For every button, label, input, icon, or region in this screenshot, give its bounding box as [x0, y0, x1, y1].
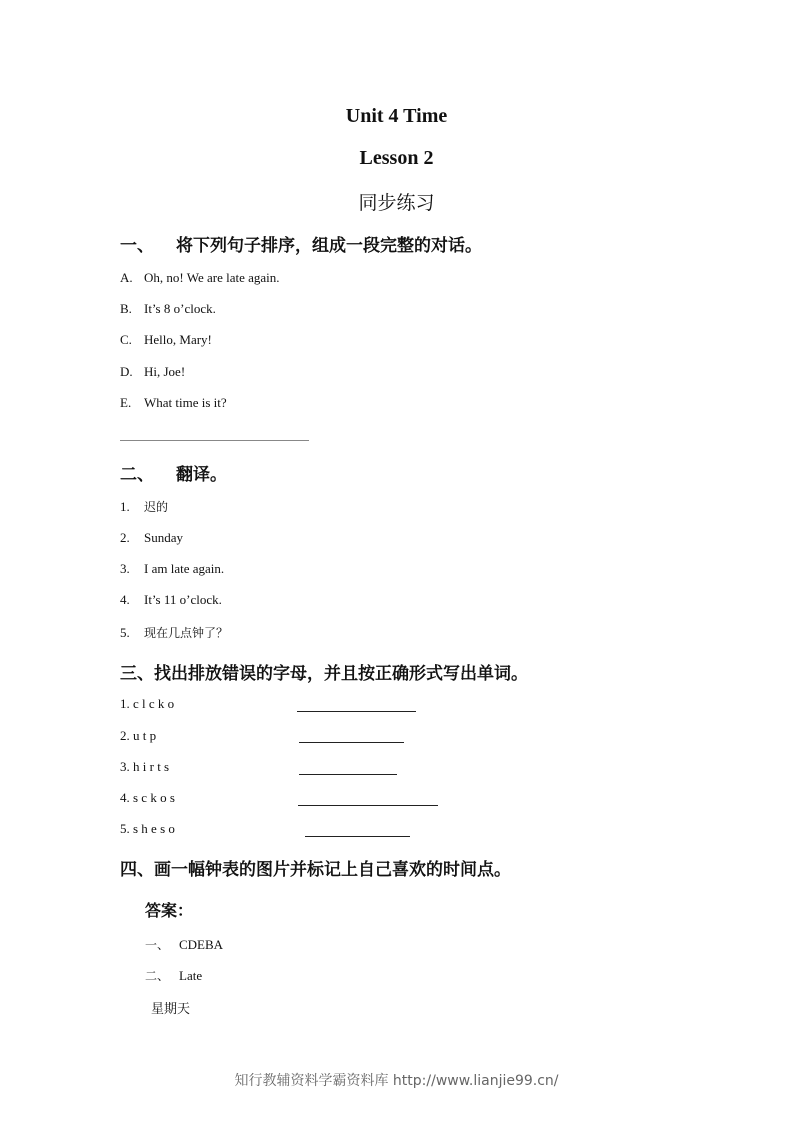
answer-blank-line[interactable] [298, 805, 438, 806]
list-item: 5. s h e s o [120, 821, 175, 836]
page-subtitle: 同步练习 [358, 192, 435, 214]
list-item: 3. I am late again. [120, 561, 225, 576]
list-item: D. Hi, Joe! [120, 364, 186, 379]
answer-item: 二、 Late [145, 968, 203, 983]
list-item: 1. 迟的 [120, 499, 169, 514]
section4-heading: 四、画一幅钟表的图片并标记上自己喜欢的时间点。 [120, 860, 511, 880]
list-item: E. What time is it? [120, 395, 227, 410]
section1-title: 将下列句子排序，组成一段完整的对话。 [176, 236, 482, 256]
list-item: A. Oh, no! We are late again. [120, 270, 280, 285]
list-item: 2. u t p [120, 728, 157, 743]
list-item: 3. h i r t s [120, 759, 170, 774]
section2-heading [120, 460, 227, 485]
list-item: C. Hello, Mary! [120, 332, 212, 347]
answer-blank-line[interactable] [120, 440, 309, 441]
section1-heading [120, 231, 482, 256]
list-item: 2. Sunday [120, 530, 183, 545]
answer-blank-line[interactable] [305, 836, 410, 837]
answer-item: 星期天 [151, 1002, 191, 1017]
section2-number: 二、 [120, 465, 154, 485]
answers-title: 答案： [145, 901, 194, 920]
answer-blank-line[interactable] [299, 742, 404, 743]
section1-number: 一、 [120, 236, 154, 256]
list-item: 1. c l c k o [120, 696, 175, 711]
lesson-title: Lesson 2 [359, 147, 434, 169]
answer-blank-line[interactable] [299, 774, 397, 775]
answer-blank-line[interactable] [297, 711, 416, 712]
footer-source: 知行教辅资料学霸资料库 http://www.lianjie99.cn/ [234, 1073, 559, 1089]
section3-heading: 三、找出排放错误的字母，并且按正确形式写出单词。 [120, 664, 528, 684]
list-item: 5. 现在几点钟了？ [120, 625, 229, 640]
page-title: Unit 4 Time [345, 105, 448, 127]
answer-item: 一、 CDEBA [145, 937, 224, 952]
list-item: 4. It’s 11 o’clock. [120, 592, 222, 607]
list-item: B. It’s 8 o’clock. [120, 301, 216, 316]
list-item: 4. s c k o s [120, 790, 175, 805]
section2-title: 翻译。 [176, 465, 227, 485]
